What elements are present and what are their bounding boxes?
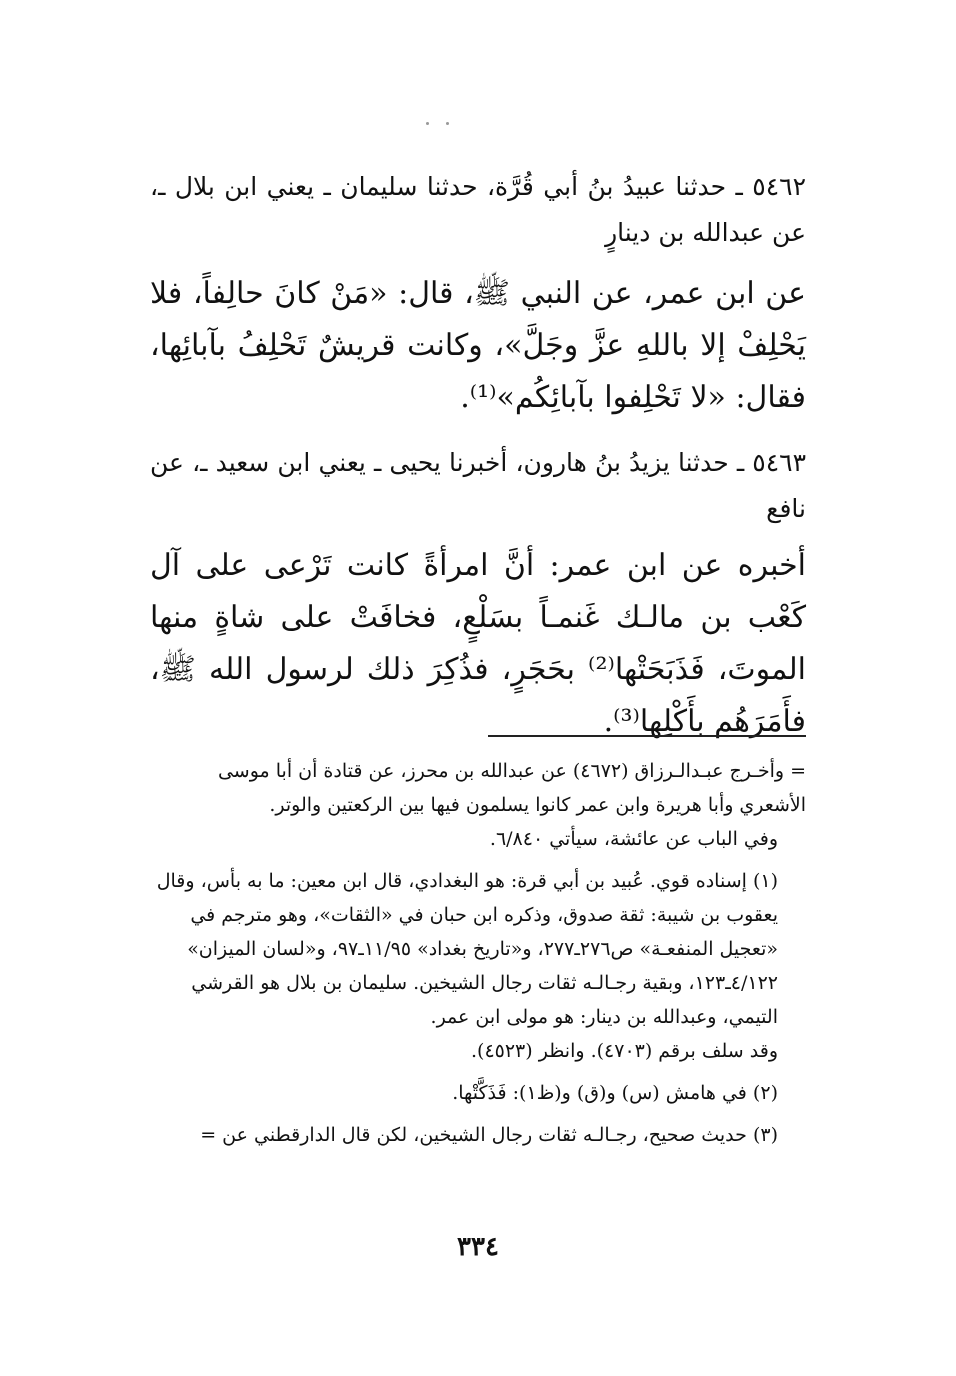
scan-speck [446,122,449,125]
footnote-separator [488,735,806,737]
footnotes [150,754,806,1152]
footnote-1: (١) إسناده قوي. عُبيد بن أبي قرة: هو البغدادي، قال ابن معين: ما به بأس، وقال يعقوب بن شيبة: ثقة صدوق، وذكره ابن حبان في «الثقات»، وهو مترجم في «تعجيل المنفعـة» ص٢٧٦ـ٢٧٧، و«تاريخ بغداد» ١١/٩٥ـ٩٧، و«لسان الميزان» ٤/١٢٢ـ١٢٣، وبقية رجـالـه ثقات رجال الشيخين. سليمان بن بلال هو القرشي التيمي، وعبدالله بن دينار: هو مولى ابن عمر. [156,870,778,1028]
hadith-5462-isnad: ٥٤٦٢ ـ حدثنا عبيدُ بنُ أبي قُرَّة، حدثنا سليمان ـ يعني ابن بلال ـ، عن عبدالله بن دينارٍ [150,172,806,247]
footnote-3: (٣) حديث صحيح، رجـالـه ثقات رجال الشيخين، لكن قال الدارقطني عن = [200,1124,778,1146]
footnote-continued-cross-reference: وفي الباب عن عائشة، سيأتي ٦/٨٤٠. [489,828,778,850]
page-number: ٣٣٤ [457,1232,499,1262]
hadith-5463-isnad: ٥٤٦٣ ـ حدثنا يزيدُ بنُ هارون، أخبرنا يحيى ـ يعني ابن سعيد ـ، عن نافع [150,448,806,523]
footnote-1-cross-reference: وقد سلف برقم (٤٧٠٣). وانظر (٤٥٢٣). [470,1040,778,1062]
hadith-5462-matn: عن ابن عمر، عن النبي ﷺ، قال: «مَنْ كانَ حالِفاً، فلا يَحْلِفْ إلا باللهِ عزَّ وجَلَّ»، وكانت قريشٌ تَحْلِفُ بآبائِها، فقال: «لا تَحْلِفوا بآبائِكُم»⁽¹⁾. [150,276,806,415]
hadith-5463-matn: أخبره عن ابن عمر: أنَّ امرأةً كانت تَرْعى على آل كَعْب بن مالـك غَنمـاً بسَلْعٍ، فخافَتْ على شاةٍ منها الموتَ، فَذَبَحَتْها⁽²⁾ بحَجَرٍ، فذُكِرَ ذلك لرسول الله ﷺ، فأَمَرَهُم بأَكْلِها⁽³⁾. [150,548,806,739]
scan-speck [426,122,429,125]
footnote-2: (٢) في هامش (س) و(ق) و(ظ١): فَذَكَّتْها. [452,1082,778,1104]
footnote-continued-text: = وأخـرج عبـدالـرزاق (٤٦٧٢) عن عبدالله بن محرز، عن قتادة أن أبا موسى الأشعري وأبا هريرة وابن عمر كانوا يسلمون فيها بين الركعتين والوتر. [217,760,806,816]
